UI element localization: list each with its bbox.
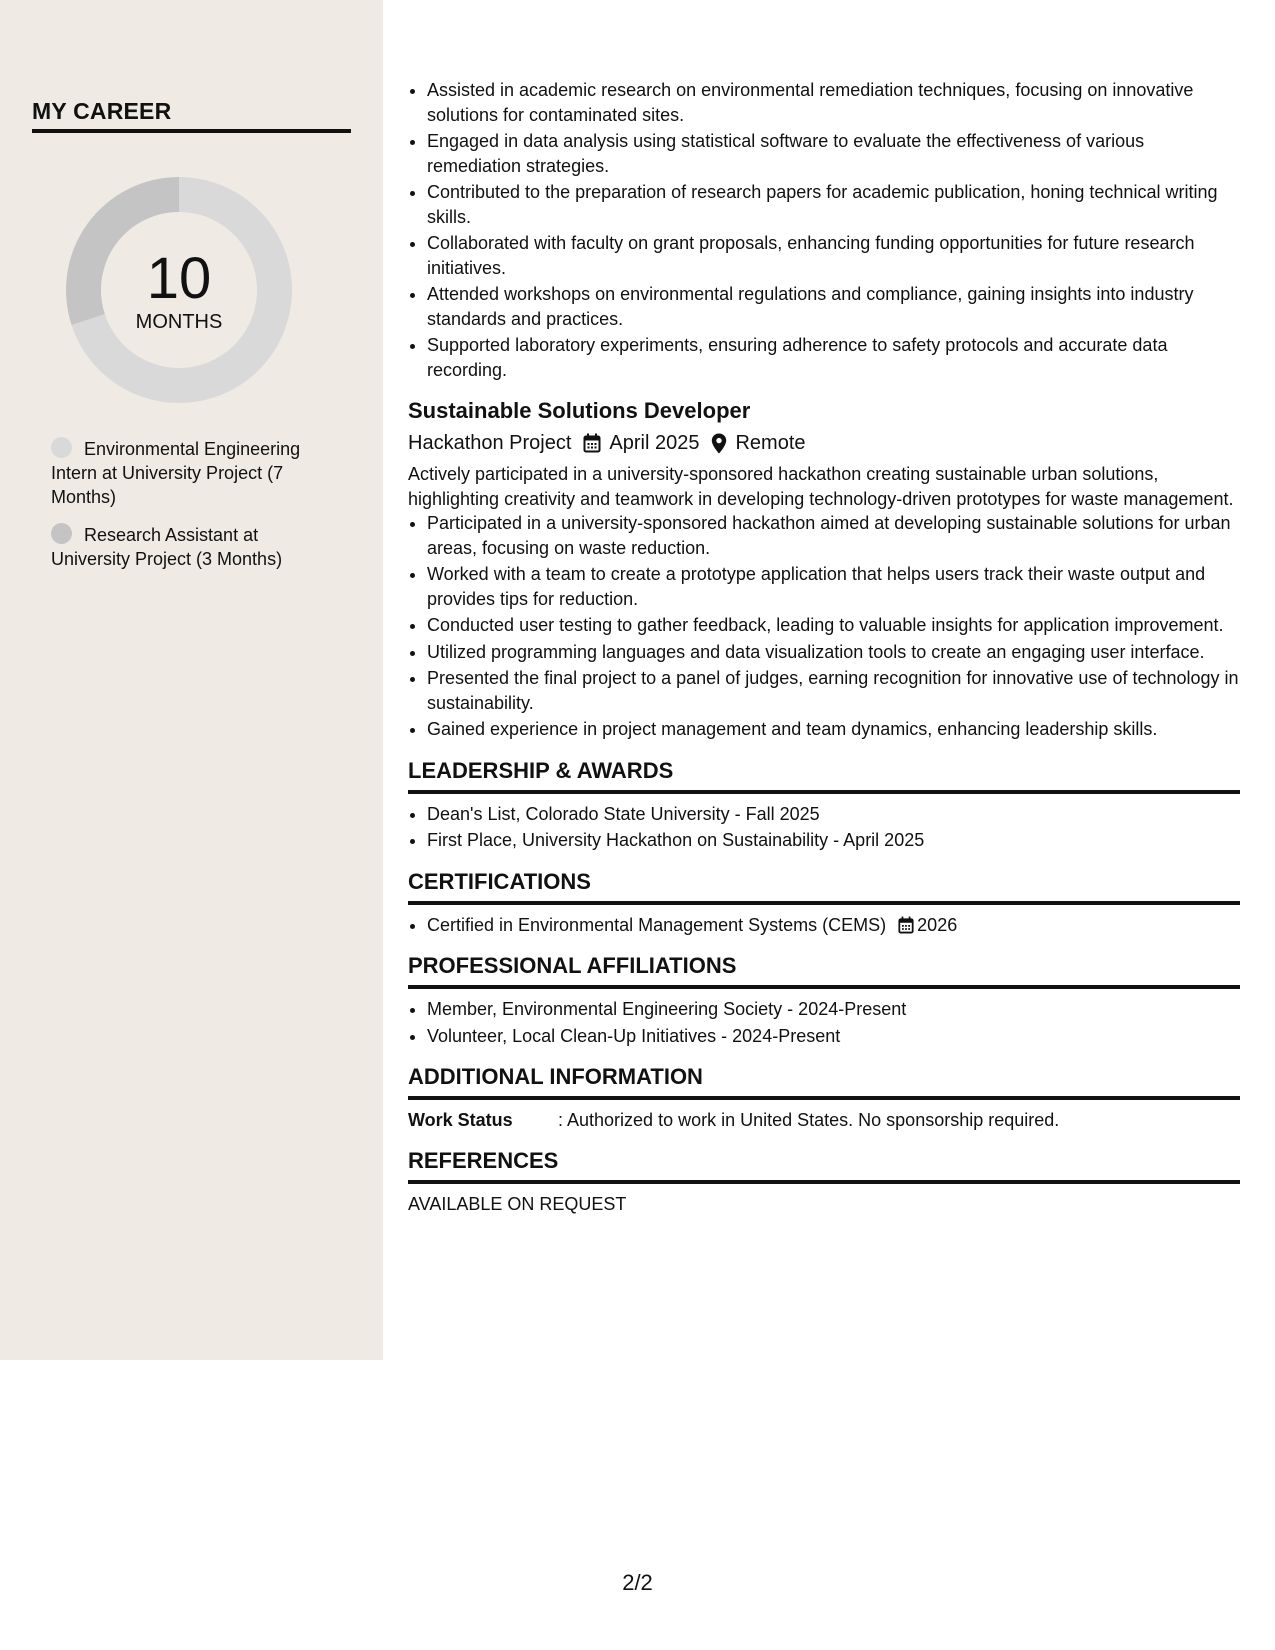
list-item: • Utilized programming languages and data visualization tools to create an engaging user interface. [427,640,1240,665]
calendar-icon [898,916,914,934]
project-date: April 2025 [609,432,700,454]
list-item: • Engaged in data analysis using statistical software to evaluate the effectiveness of various remediation strategies. [427,129,1240,178]
affiliations-section-title: PROFESSIONAL AFFILIATIONS [408,951,1240,989]
project-bullets [408,511,1240,742]
career-section-title: MY CAREER [32,98,172,124]
list-item: • Conducted user testing to gather feedback, leading to valuable insights for application improvement. [427,613,1240,638]
list-item: • Member, Environmental Engineering Society - 2024-Present [427,997,1240,1022]
references-text: AVAILABLE ON REQUEST [408,1194,627,1214]
affiliations-list [408,997,1240,1048]
certification-year: 2026 [917,914,958,935]
project-title: Sustainable Solutions Developer [408,398,751,423]
project-organization: Hackathon Project [408,432,572,454]
legend-dot-icon [51,523,72,544]
work-status-label: Work Status [408,1110,513,1130]
list-item: • Volunteer, Local Clean-Up Initiatives - 2024-Present [427,1024,1240,1049]
list-item: • Gained experience in project management and team dynamics, enhancing leadership skills. [427,717,1240,742]
list-item: • Supported laboratory experiments, ensuring adherence to safety protocols and accurate data recording. [427,333,1240,382]
research-assistant-bullets [408,78,1240,382]
leadership-section-title: LEADERSHIP & AWARDS [408,756,1240,794]
list-item: • Dean's List, Colorado State University - Fall 2025 [427,802,1240,827]
main-content [408,78,1240,1216]
certification-name: Certified in Environmental Management Systems (CEMS) [427,914,887,935]
certifications-list [408,913,1240,938]
career-entry [51,523,321,571]
work-status-value: : Authorized to work in United States. No sponsorship required. [558,1110,1060,1130]
career-entry-text: Research Assistant at University Project (3 Months) [51,525,283,569]
list-item: • Assisted in academic research on environmental remediation techniques, focusing on innovative solutions for contaminated sites. [427,78,1240,127]
work-status-row [408,1108,1240,1132]
page-number: 2/2 [622,1570,653,1595]
location-pin-icon [711,433,727,454]
list-item: • Collaborated with faculty on grant proposals, enhancing funding opportunities for future research initiatives. [427,231,1240,280]
career-entry [51,437,321,509]
references-section-title: REFERENCES [408,1146,1240,1184]
project-location: Remote [735,432,806,454]
career-total-value: 10 [146,246,212,311]
career-total-unit: MONTHS [135,311,223,333]
additional-info-section-title: ADDITIONAL INFORMATION [408,1062,1240,1100]
list-item: • Attended workshops on environmental regulations and compliance, gaining insights into industry standards and practices. [427,282,1240,331]
calendar-icon [583,433,601,453]
leadership-list [408,802,1240,853]
sidebar [0,0,383,1360]
project-description: Actively participated in a university-sponsored hackathon creating sustainable urban solutions, highlighting creativity and teamwork in developing technology-driven prototypes for waste management. [408,464,1234,509]
certifications-section-title: CERTIFICATIONS [408,867,1240,905]
career-title-rule [32,129,351,133]
list-item: • Worked with a team to create a prototype application that helps users track their waste output and provides tips for reduction. [427,562,1240,611]
career-list [51,437,321,585]
list-item: • First Place, University Hackathon on Sustainability - April 2025 [427,828,1240,853]
list-item [427,913,1240,938]
legend-dot-icon [51,437,72,458]
project-meta [408,428,1240,458]
list-item: • Contributed to the preparation of research papers for academic publication, honing technical writing skills. [427,180,1240,229]
list-item: • Presented the final project to a panel of judges, earning recognition for innovative use of technology in sustainability. [427,666,1240,715]
career-entry-text: Environmental Engineering Intern at University Project (7 Months) [51,439,301,507]
list-item: • Participated in a university-sponsored hackathon aimed at developing sustainable solutions for urban areas, focusing on waste reduction. [427,511,1240,560]
